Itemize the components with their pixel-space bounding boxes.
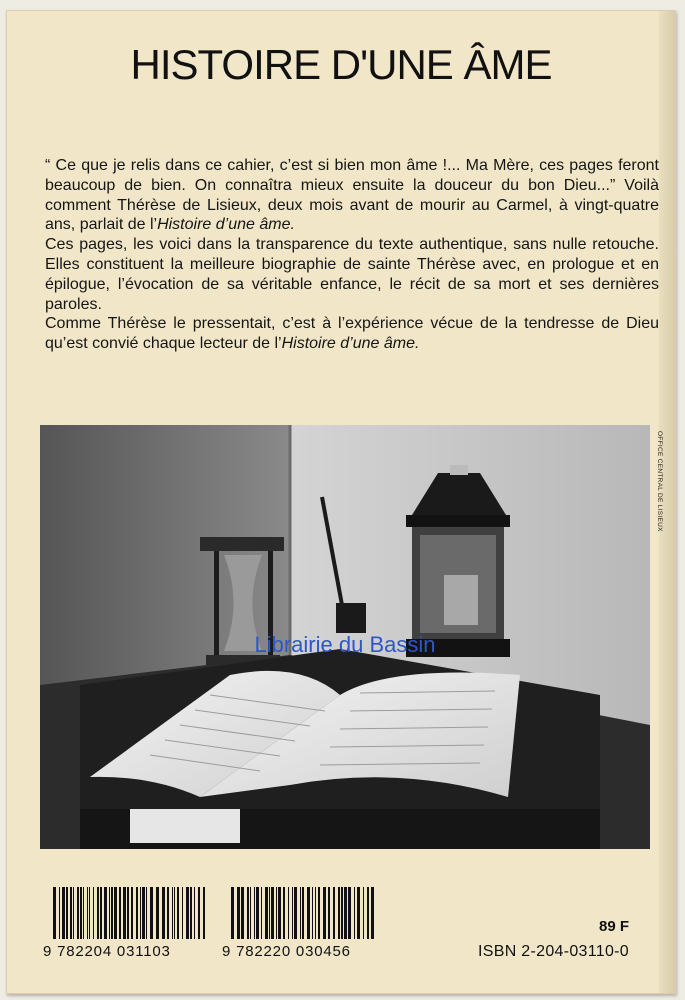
barcode-bar — [333, 887, 335, 939]
blurb-paragraph-3: Comme Thérèse le pressentait, c’est à l’expérience vécue de la tendresse de Dieu qu’est convié chaque lecteur de l’Histoire d’une âme. — [45, 315, 659, 353]
blurb-paragraph-1: “ Ce que je relis dans ce cahier, c’est si bien mon âme !... Ma Mère, ces pages feront beaucoup de bien. On connaîtra mieux ensuite la douceur du bon Dieu...” Voilà comment Thérèse de Lisieux, deux mois avant de mourir au Carmel, à vingt-quatre ans, parlait de l’Histoire d’une âme. — [45, 157, 659, 234]
barcode-bar — [276, 887, 277, 939]
book-back-cover — [6, 10, 676, 994]
barcode-bar — [80, 887, 82, 939]
barcode-bar — [348, 887, 351, 939]
barcode-bar — [190, 887, 192, 939]
blurb-text — [45, 156, 659, 354]
barcode-bar — [371, 887, 374, 939]
barcode-bar — [363, 887, 364, 939]
barcode-bar — [261, 887, 262, 939]
barcode-bar — [328, 887, 330, 939]
barcode-bar — [142, 887, 145, 939]
barcode-bar — [167, 887, 169, 939]
barcode-bar — [300, 887, 301, 939]
barcode-bar — [271, 887, 274, 939]
barcode-bar — [150, 887, 153, 939]
barcode-bar — [83, 887, 84, 939]
barcode-bar — [269, 887, 270, 939]
barcode-bar — [194, 887, 195, 939]
barcode-bar — [341, 887, 343, 939]
barcode-bar — [140, 887, 141, 939]
barcode-bar — [100, 887, 102, 939]
blurb-title-ref-2: Histoire d’une âme. — [281, 335, 420, 353]
barcode-bar — [127, 887, 129, 939]
barcode-bar — [89, 887, 90, 939]
barcode-bar — [62, 887, 65, 939]
barcode-bar — [156, 887, 159, 939]
barcode-bar — [278, 887, 281, 939]
barcode-bar — [323, 887, 326, 939]
barcode-bar — [357, 887, 360, 939]
barcode-bar — [354, 887, 355, 939]
barcode-bar — [237, 887, 240, 939]
barcode-bar — [294, 887, 297, 939]
barcode-bar — [307, 887, 310, 939]
barcode-bar — [254, 887, 255, 939]
barcode-bar — [288, 887, 289, 939]
barcode-bar — [283, 887, 285, 939]
blurb-title-ref-1: Histoire d’une âme. — [157, 216, 295, 234]
barcode-bar — [338, 887, 340, 939]
barcode-bar — [70, 887, 72, 939]
barcode-bar — [136, 887, 138, 939]
photo-credit: OFFICE CENTRAL DE LISIEUX — [656, 431, 663, 532]
barcode-bar — [66, 887, 68, 939]
barcode-bar — [344, 887, 347, 939]
barcode-bar — [186, 887, 189, 939]
barcode-bar — [241, 887, 244, 939]
barcode-bar — [250, 887, 251, 939]
barcode-bar — [172, 887, 173, 939]
barcode-bar — [97, 887, 99, 939]
barcode-bar — [59, 887, 60, 939]
cover-photo — [40, 425, 650, 849]
barcode-bar — [318, 887, 320, 939]
price-label: 89 F — [598, 918, 629, 935]
barcode-bar — [203, 887, 205, 939]
barcode-bar — [198, 887, 200, 939]
barcode-bar — [53, 887, 56, 939]
barcode-bar — [315, 887, 316, 939]
barcode-bar — [302, 887, 304, 939]
barcode-bar — [131, 887, 133, 939]
barcode-bar — [162, 887, 165, 939]
barcode-bar — [367, 887, 369, 939]
barcode-bar — [312, 887, 313, 939]
barcode-number-1: 9 782204 031103 — [43, 943, 171, 960]
barcode-ean-2 — [229, 887, 375, 939]
barcode-bar — [114, 887, 117, 939]
book-title: HISTOIRE D'UNE ÂME — [130, 41, 552, 88]
barcode-number-2: 9 782220 030456 — [222, 943, 351, 960]
barcode-bar — [265, 887, 268, 939]
barcode-bar — [292, 887, 293, 939]
barcode-bar — [104, 887, 107, 939]
barcode-ean-1 — [51, 887, 207, 939]
barcode-bar — [109, 887, 110, 939]
barcode-bar — [123, 887, 126, 939]
barcode-bar — [256, 887, 259, 939]
isbn-label: ISBN 2-204-03110-0 — [478, 943, 629, 960]
barcode-bar — [146, 887, 147, 939]
barcode-bar — [247, 887, 249, 939]
barcode-bar — [119, 887, 121, 939]
watermark-text: Librairie du Bassin — [254, 632, 436, 657]
barcode-bar — [77, 887, 79, 939]
barcode-bar — [177, 887, 179, 939]
barcode-bar — [93, 887, 94, 939]
blurb-paragraph-2: Ces pages, les voici dans la transparence du texte authentique, sans nulle retouche. Elles constituent la meilleure biographie de sainte Thérèse avec, en prologue et en épilogue, l’évocation de sa véritable enfance, le récit de sa mort et ses dernières paroles. — [45, 236, 659, 313]
barcode-bar — [111, 887, 113, 939]
barcode-bar — [87, 887, 88, 939]
barcode-bar — [182, 887, 183, 939]
barcode-bar — [231, 887, 234, 939]
barcode-bar — [174, 887, 175, 939]
barcode-bar — [73, 887, 74, 939]
